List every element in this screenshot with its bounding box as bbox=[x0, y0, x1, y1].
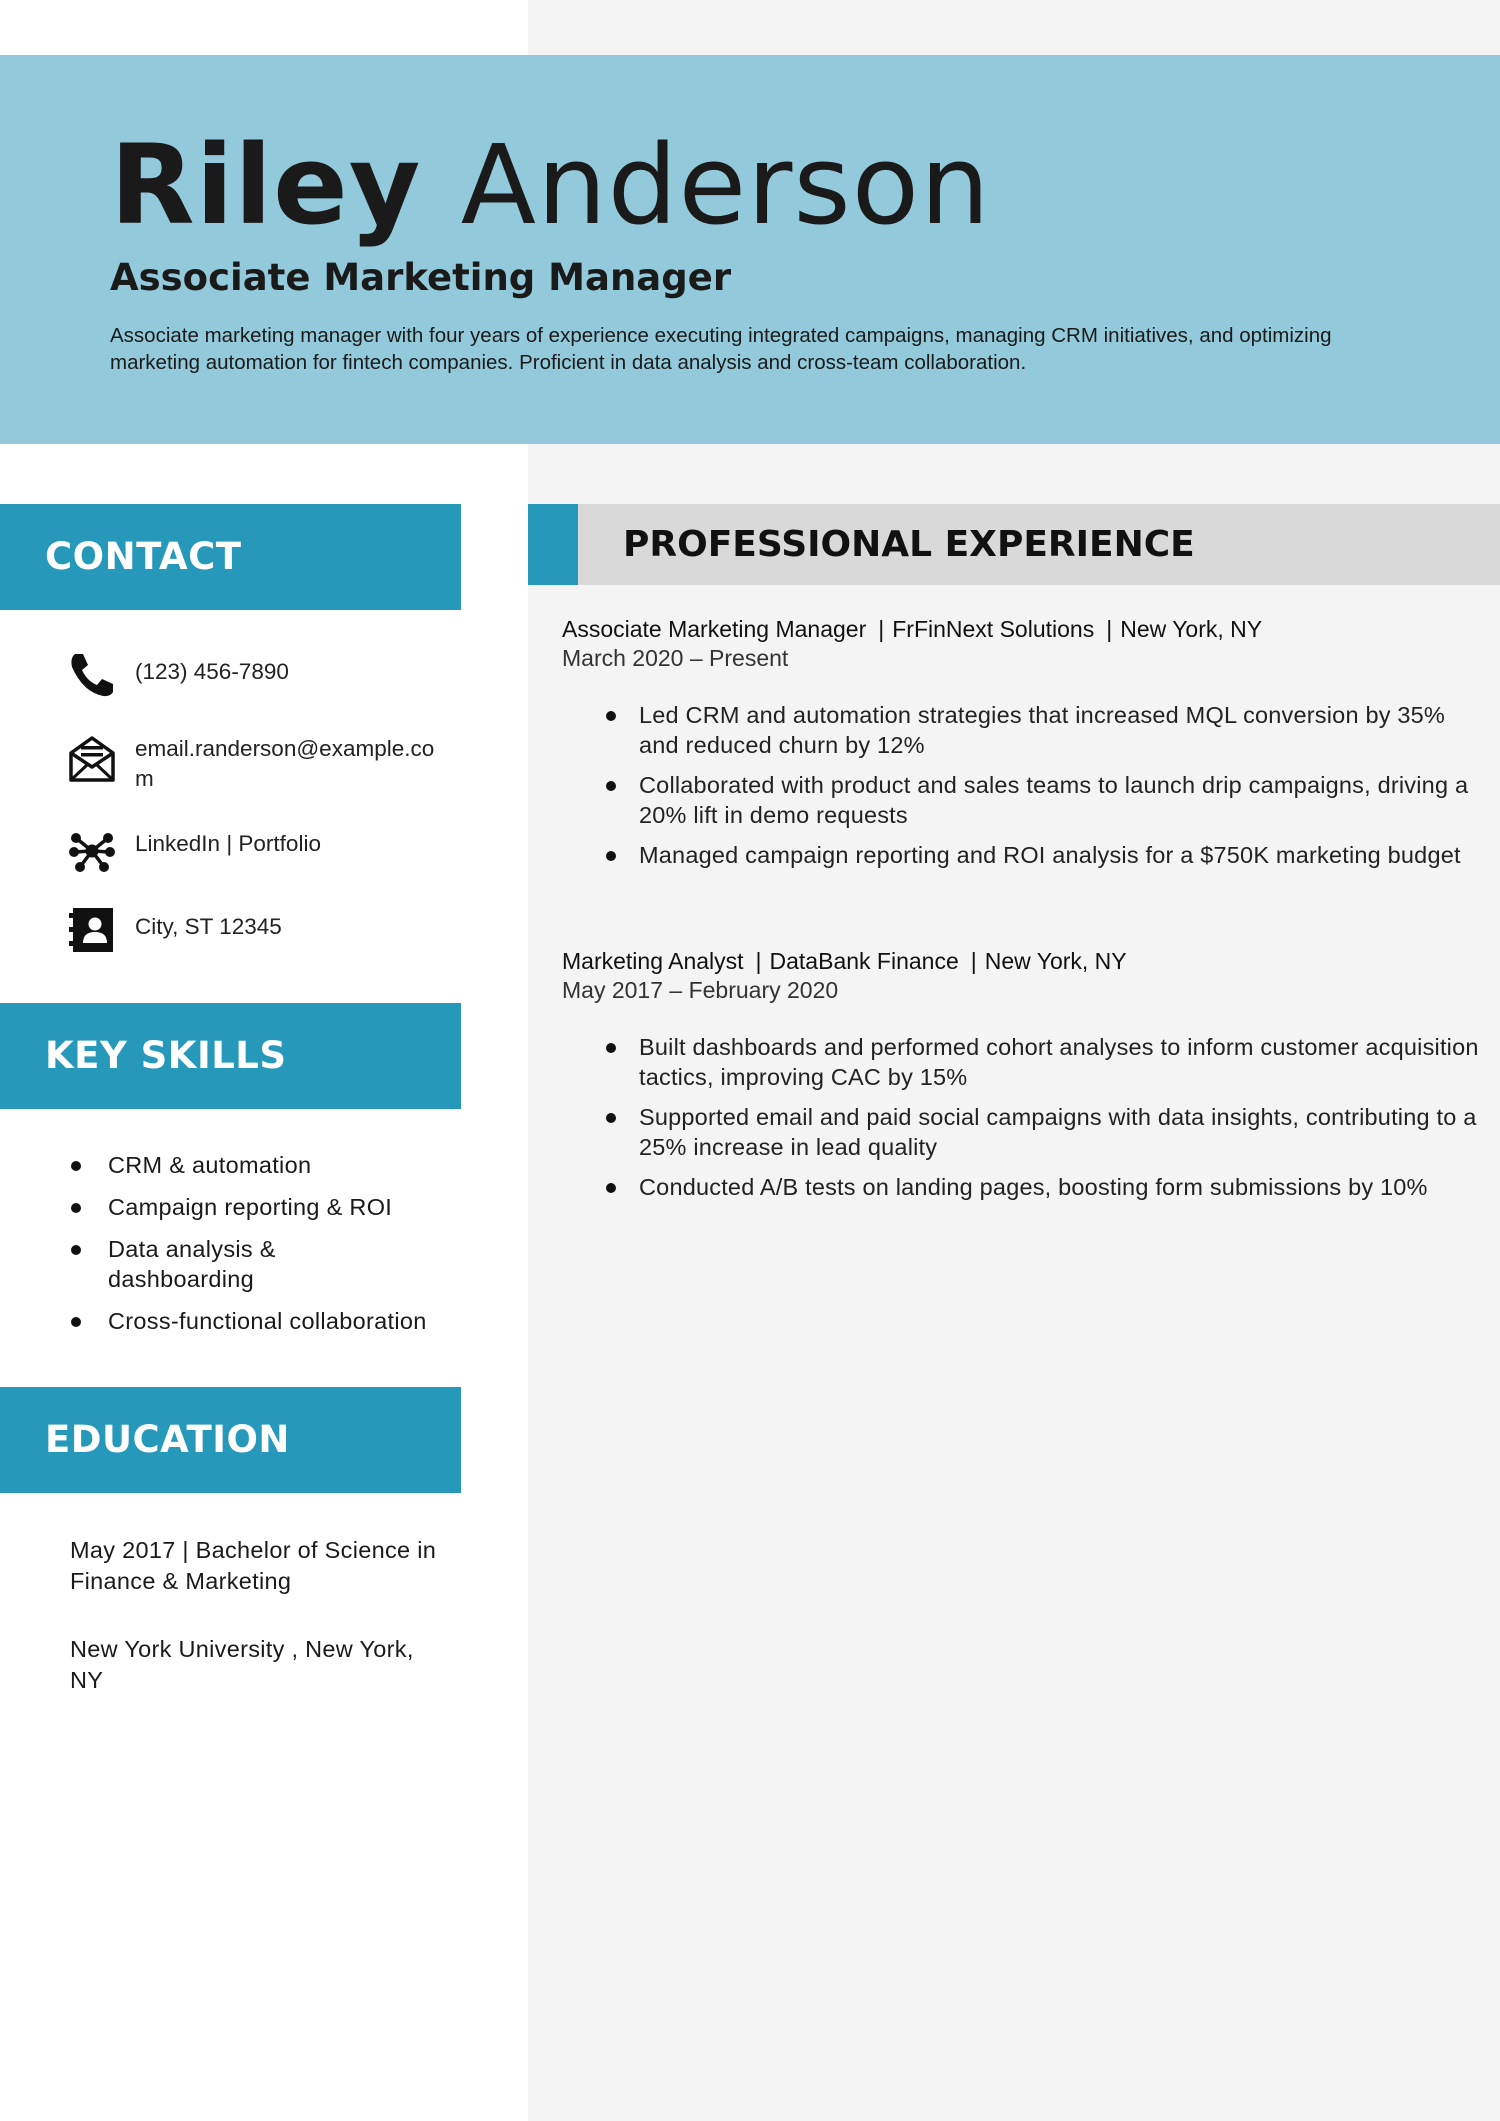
contact-heading-bar bbox=[0, 504, 461, 610]
job-dates: March 2020 – Present bbox=[562, 645, 789, 671]
job-heading-line bbox=[562, 614, 1482, 644]
job-bullet: Conducted A/B tests on landing pages, boosting form submissions by 10% bbox=[602, 1172, 1482, 1202]
separator: | bbox=[1106, 616, 1113, 642]
experience-heading-bar bbox=[528, 504, 1500, 585]
first-name: Riley bbox=[110, 121, 422, 249]
job-heading-line bbox=[562, 946, 1482, 976]
separator: | bbox=[755, 948, 762, 974]
job-bullets bbox=[602, 1032, 1482, 1202]
education-heading: EDUCATION bbox=[45, 1418, 290, 1461]
skills-list bbox=[68, 1150, 448, 1348]
skills-heading: KEY SKILLS bbox=[45, 1034, 287, 1077]
job-title: Marketing Analyst bbox=[562, 948, 744, 974]
separator: | bbox=[878, 616, 885, 642]
job-title: Associate Marketing Manager bbox=[562, 616, 867, 642]
candidate-name bbox=[110, 115, 991, 255]
mail-icon bbox=[68, 734, 116, 782]
skill-item: Cross-functional collaboration bbox=[68, 1306, 448, 1336]
address-book-icon bbox=[68, 906, 116, 954]
job-company: DataBank Finance bbox=[769, 948, 959, 974]
linkedin-portfolio: LinkedIn | Portfolio bbox=[135, 831, 321, 856]
separator: | bbox=[970, 948, 977, 974]
experience-heading: PROFESSIONAL EXPERIENCE bbox=[623, 524, 1195, 565]
job-dates: May 2017 – February 2020 bbox=[562, 977, 839, 1003]
education-heading-bar bbox=[0, 1387, 461, 1493]
email-address: email.randerson@example.com bbox=[135, 736, 435, 791]
network-icon bbox=[68, 827, 116, 875]
contact-heading: CONTACT bbox=[45, 535, 242, 578]
job-entry bbox=[562, 614, 1482, 880]
city-state-zip: City, ST 12345 bbox=[135, 914, 282, 939]
job-entry bbox=[562, 946, 1482, 1212]
job-location: New York, NY bbox=[984, 948, 1127, 974]
job-bullet: Supported email and paid social campaigns with data insights, contributing to a 25% increase in lead quality bbox=[602, 1102, 1482, 1162]
job-bullet: Collaborated with product and sales teams to launch drip campaigns, driving a 20% lift in demo requests bbox=[602, 770, 1482, 830]
job-location: New York, NY bbox=[1120, 616, 1263, 642]
job-company: FrFinNext Solutions bbox=[892, 616, 1095, 642]
education-school: New York University , New York, NY bbox=[70, 1636, 414, 1693]
phone-icon bbox=[68, 651, 116, 699]
skill-item: Data analysis & dashboarding bbox=[68, 1234, 348, 1294]
profile-summary: Associate marketing manager with four years of experience executing integrated campaigns, managing CRM initiatives, and optimizing marketing automation for fintech companies. Proficient in data analysis and cross-team collaboration. bbox=[110, 324, 1332, 374]
education-degree: May 2017 | Bachelor of Science in Finance & Marketing bbox=[70, 1537, 437, 1594]
skill-item: Campaign reporting & ROI bbox=[68, 1192, 448, 1222]
skill-item: CRM & automation bbox=[68, 1150, 448, 1180]
experience-heading-accent bbox=[528, 504, 578, 585]
job-bullet: Led CRM and automation strategies that increased MQL conversion by 35% and reduced churn by 12% bbox=[602, 700, 1482, 760]
last-name: Anderson bbox=[460, 121, 991, 249]
skills-heading-bar bbox=[0, 1003, 461, 1109]
job-bullets bbox=[602, 700, 1482, 870]
job-bullet: Built dashboards and performed cohort analyses to inform customer acquisition tactics, improving CAC by 15% bbox=[602, 1032, 1482, 1092]
job-title: Associate Marketing Manager bbox=[110, 256, 732, 299]
job-bullet: Managed campaign reporting and ROI analysis for a $750K marketing budget bbox=[602, 840, 1482, 870]
phone-number: (123) 456-7890 bbox=[135, 659, 289, 684]
